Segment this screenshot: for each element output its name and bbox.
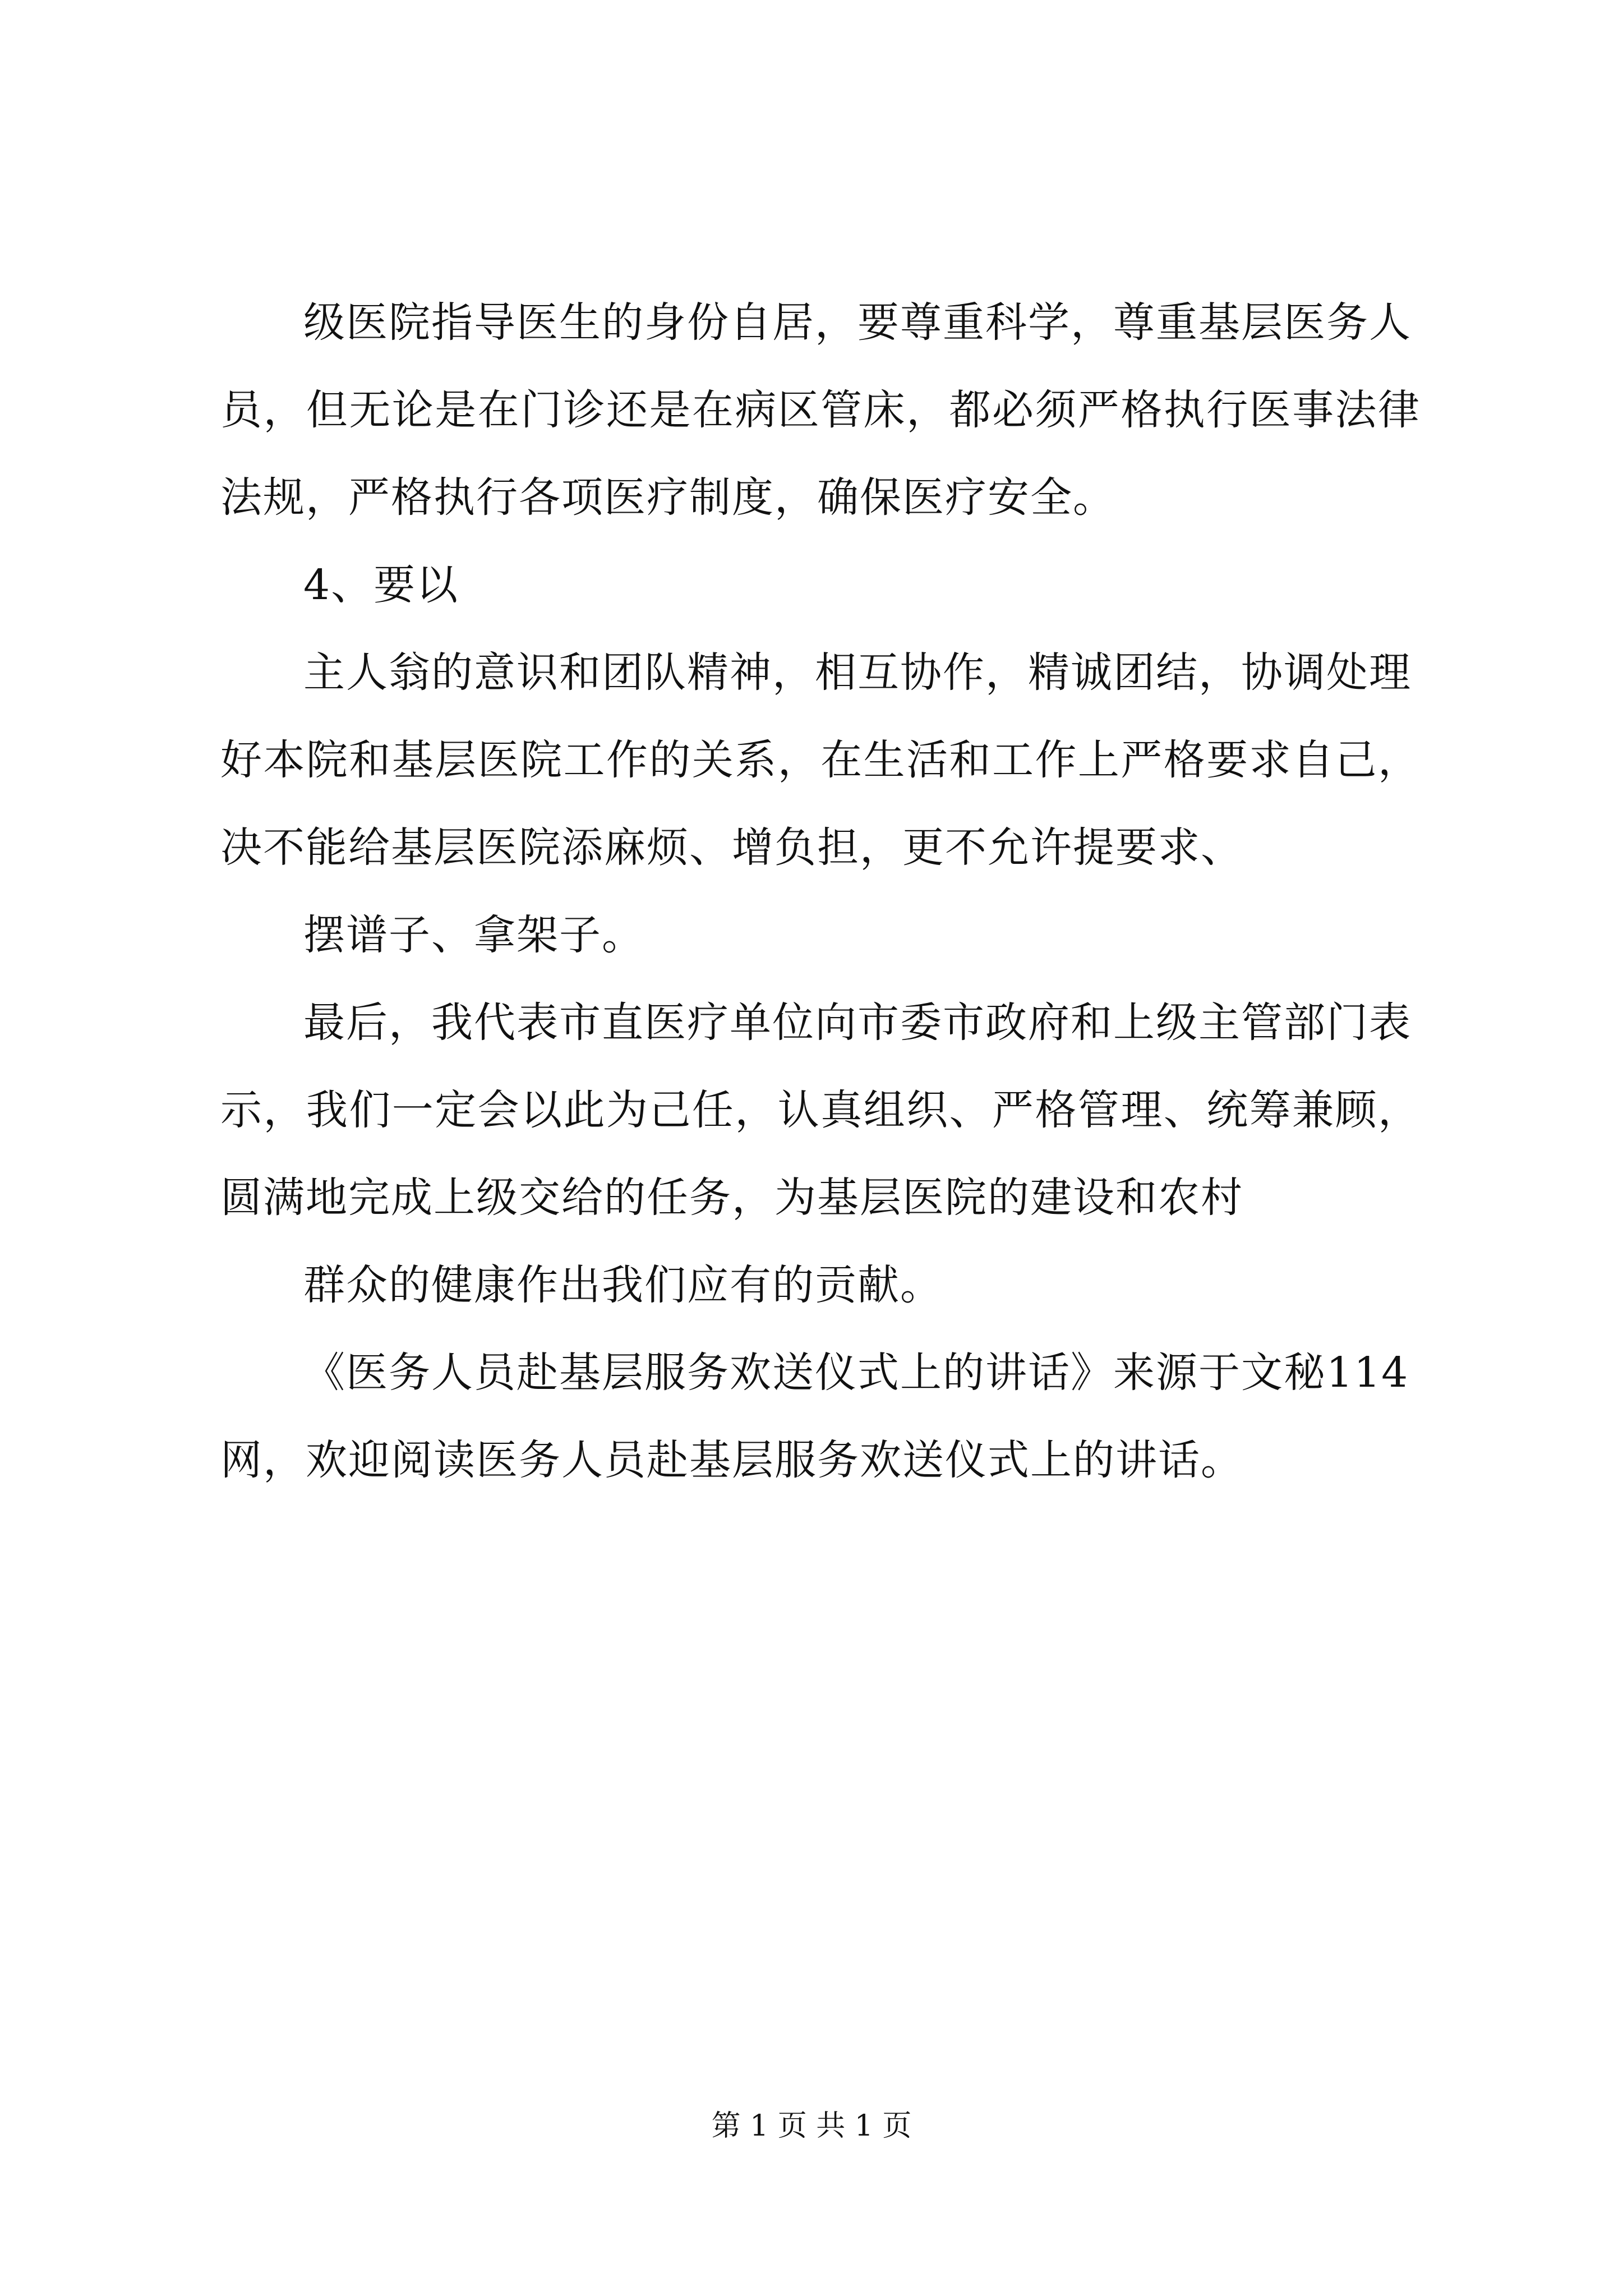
text-line: 员，但无论是在门诊还是在病区管床，都必须严格执行医事法律 (220, 386, 1421, 434)
text-line: 群众的健康作出我们应有的贡献。 (303, 1261, 943, 1309)
page-number-footer: 第 1 页 共 1 页 (711, 2109, 912, 2143)
text-line: 圆满地完成上级交给的任务，为基层医院的建设和农村 (220, 1174, 1243, 1222)
text-line: 法规，严格执行各项医疗制度，确保医疗安全。 (220, 473, 1115, 522)
text-line: 示，我们一定会以此为己任，认真组织、严格管理、统筹兼顾， (220, 1086, 1421, 1134)
text-line: 主人翁的意识和团队精神，相互协作，精诚团结，协调处理 (303, 648, 1412, 697)
text-line: 最后，我代表市直医疗单位向市委市政府和上级主管部门表 (303, 999, 1412, 1047)
text-line: 级医院指导医生的身份自居，要尊重科学，尊重基层医务人 (303, 298, 1412, 347)
text-line: 网，欢迎阅读医务人员赴基层服务欢送仪式上的讲话。 (220, 1436, 1243, 1484)
text-line: 摆谱子、拿架子。 (303, 911, 644, 959)
text-line: 4、要以 (303, 561, 459, 609)
text-line: 《医务人员赴基层服务欢送仪式上的讲话》来源于文秘114 (303, 1349, 1409, 1397)
text-line: 决不能给基层医院添麻烦、增负担，更不允许提要求、 (220, 823, 1243, 872)
text-line: 好本院和基层医院工作的关系，在生活和工作上严格要求自己， (220, 736, 1421, 784)
